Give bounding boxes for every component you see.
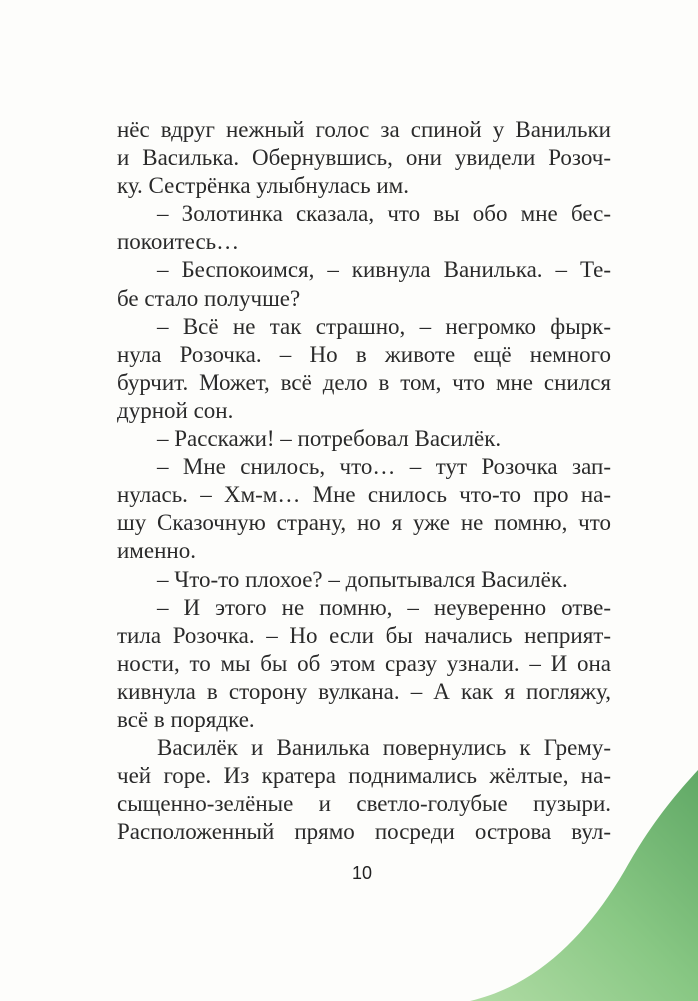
page-number: 10 [351,863,373,883]
text-line: именно. [117,538,196,564]
text-line: – Что-то плохое? – допытывался Василёк. [157,566,568,592]
text-line: всё в порядке. [117,706,255,732]
text-line: – И этого не помню, – неуверенно отве- [157,594,611,620]
text-line: Расположенный прямо посреди острова вул- [117,819,611,845]
text-line: дурной сон. [117,397,234,423]
text-line: нёс вдруг нежный голос за спиной у Ванильки [117,117,611,142]
text-line: ку. Сестрёнка улыбнулась им. [117,173,409,199]
text-line: сыщенно-зелёные и светло-голубые пузыри. [117,791,611,817]
text-line: – Всё не так страшно, – негромко фырк- [157,313,611,339]
body-text [117,116,611,846]
text-line: чей горе. Из кратера поднимались жёлтые, на- [117,763,611,789]
text-line: кивнула в сторону вулкана. – А как я погляжу, [117,678,611,704]
text-line: покоитесь… [117,229,240,255]
text-line: тила Розочка. – Но если бы начались неприят- [117,622,611,648]
text-line: бурчит. Может, всё дело в том, что мне снился [117,369,611,395]
text-line: бе стало получше? [117,285,301,311]
text-line: Василёк и Ванилька повернулись к Грему- [157,735,611,761]
text-line: – Расскажи! – потребовал Василёк. [157,426,502,452]
text-line: – Беспокоимся, – кивнула Ванилька. – Те- [157,257,611,283]
text-line: ности, то мы бы об этом сразу узнали. – И она [117,650,611,676]
text-line: и Василька. Обернувшись, они увидели Розоч- [117,145,611,171]
text-line: – Мне снилось, что… – тут Розочка зап- [157,454,611,480]
text-line: шу Сказочную страну, но я уже не помню, что [117,510,611,536]
text-line: – Золотинка сказала, что вы обо мне бес- [157,201,611,227]
text-line: нулась. – Хм-м… Мне снилось что-то про на- [117,482,611,508]
text-line: нула Розочка. – Но в животе ещё немного [117,341,611,367]
